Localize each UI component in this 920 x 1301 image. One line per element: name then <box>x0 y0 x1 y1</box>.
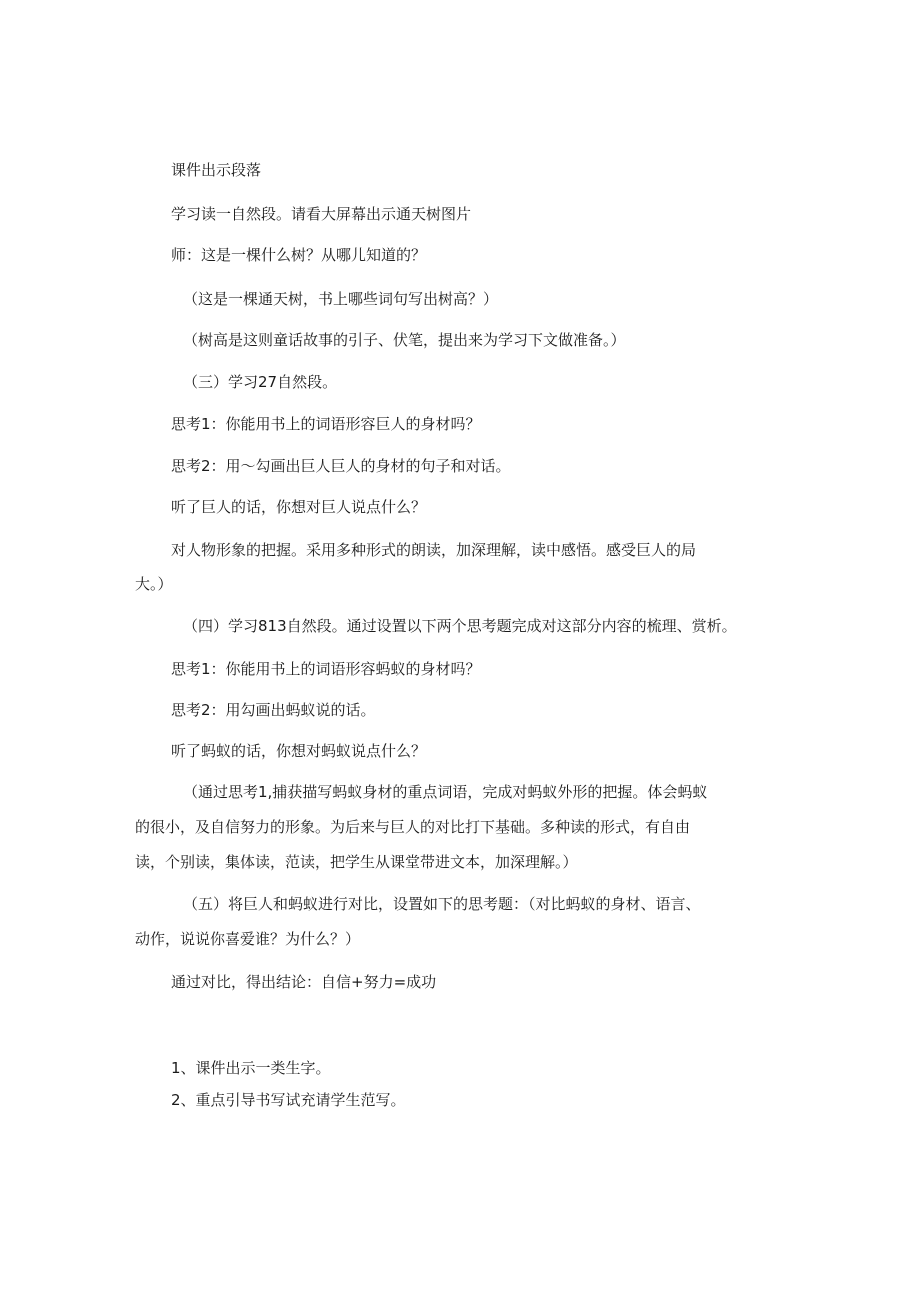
paragraph-line: 师：这是一棵什么树？从哪儿知道的？ <box>171 246 427 264</box>
paragraph-line: 思考1：你能用书上的词语形容巨人的身材吗？ <box>171 415 481 433</box>
paragraph-line: 学习读一自然段。请看大屏幕出示通天树图片 <box>171 205 472 223</box>
paragraph-line: （通过思考1,捕获描写蚂蚁身材的重点词语，完成对蚂蚁外形的把握。体会蚂蚁 <box>183 783 708 801</box>
paragraph-line: 对人物形象的把握。采用多种形式的朗读，加深理解，读中感悟。感受巨人的局 <box>171 541 697 559</box>
section-heading: （四）学习813自然段。通过设置以下两个思考题完成对这部分内容的梳理、赏析。 <box>183 617 737 635</box>
paragraph-line: （树高是这则童话故事的引子、伏笔，提出来为学习下文做准备。） <box>183 331 626 349</box>
paragraph-line: 通过对比，得出结论：自信+努力=成功 <box>171 973 437 991</box>
paragraph-line: 大。） <box>135 575 173 593</box>
paragraph-line: 思考2：用～勾画出巨人巨人的身材的句子和对话。 <box>171 457 511 475</box>
paragraph-line: 读，个别读，集体读，范读，把学生从课堂带进文本，加深理解。） <box>135 853 578 871</box>
paragraph-line: 听了蚂蚁的话，你想对蚂蚁说点什么？ <box>171 742 427 760</box>
paragraph-line: 动作，说说你喜爱谁？为什么？） <box>135 930 361 948</box>
paragraph-line: （这是一棵通天树，书上哪些词句写出树高？） <box>183 290 499 308</box>
paragraph-line: 思考1：你能用书上的词语形容蚂蚁的身材吗？ <box>171 660 481 678</box>
paragraph-line: 思考2：用勾画出蚂蚁说的话。 <box>171 701 376 719</box>
list-item: 1、课件出示一类生字。 <box>171 1059 331 1077</box>
section-heading: （五）将巨人和蚂蚁进行对比，设置如下的思考题：（对比蚂蚁的身材、语言、 <box>183 895 701 913</box>
paragraph-line: 听了巨人的话，你想对巨人说点什么？ <box>171 498 427 516</box>
list-item: 2、重点引导书写试充请学生范写。 <box>171 1091 406 1109</box>
paragraph-line: 课件出示段落 <box>171 161 262 179</box>
section-heading: （三）学习27自然段。 <box>183 373 338 391</box>
paragraph-line: 的很小，及自信努力的形象。为后来与巨人的对比打下基础。多种读的形式，有自由 <box>135 818 691 836</box>
